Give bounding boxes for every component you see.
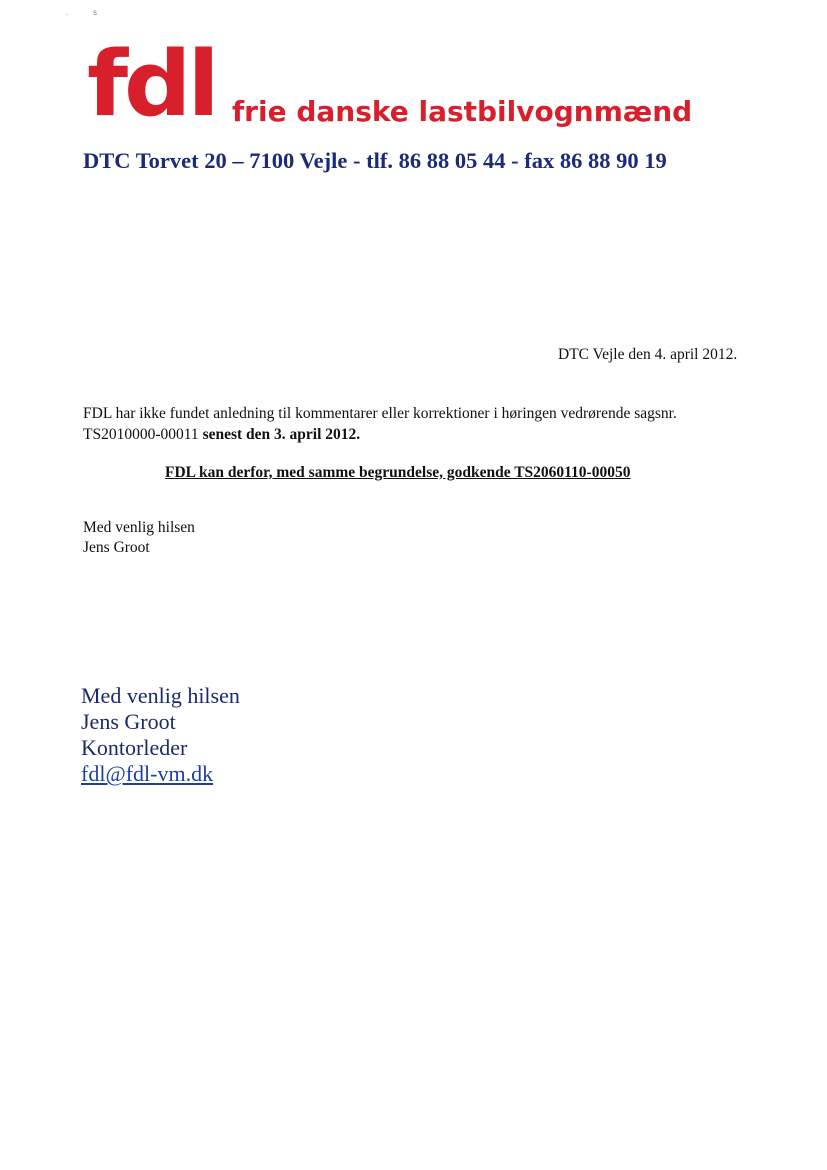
fdl-logo: fdl: [87, 32, 216, 137]
logo-tagline: frie danske lastbilvognmænd: [232, 95, 693, 128]
letterhead-address: DTC Torvet 20 – 7100 Vejle - tlf. 86 88 05 44 - fax 86 88 90 19: [83, 148, 667, 173]
body-line: [83, 424, 783, 445]
signature-greeting: Med venlig hilsen: [83, 519, 195, 536]
body-line: FDL har ikke fundet anledning til kommentarer eller korrektioner i høringen vedrørende sagsnr.: [83, 405, 677, 422]
signature-name: Jens Groot: [81, 709, 176, 734]
deadline-text: senest den 3. april 2012.: [202, 426, 361, 443]
letter-body: [83, 403, 783, 445]
signature-greeting: Med venlig hilsen: [81, 683, 240, 708]
scan-mark: s: [93, 8, 97, 17]
signature-title: Kontorleder: [81, 735, 188, 760]
letter-date: DTC Vejle den 4. april 2012.: [558, 346, 738, 363]
scan-mark: .: [66, 8, 69, 17]
case-number: TS2010000-00011: [83, 426, 203, 443]
approval-statement: FDL kan derfor, med samme begrundelse, godkende TS2060110-00050: [165, 464, 631, 481]
email-link[interactable]: fdl@fdl-vm.dk: [81, 761, 214, 786]
signature-block-large: [81, 683, 240, 787]
signature-block-small: [83, 518, 195, 558]
signature-name: Jens Groot: [83, 539, 150, 556]
